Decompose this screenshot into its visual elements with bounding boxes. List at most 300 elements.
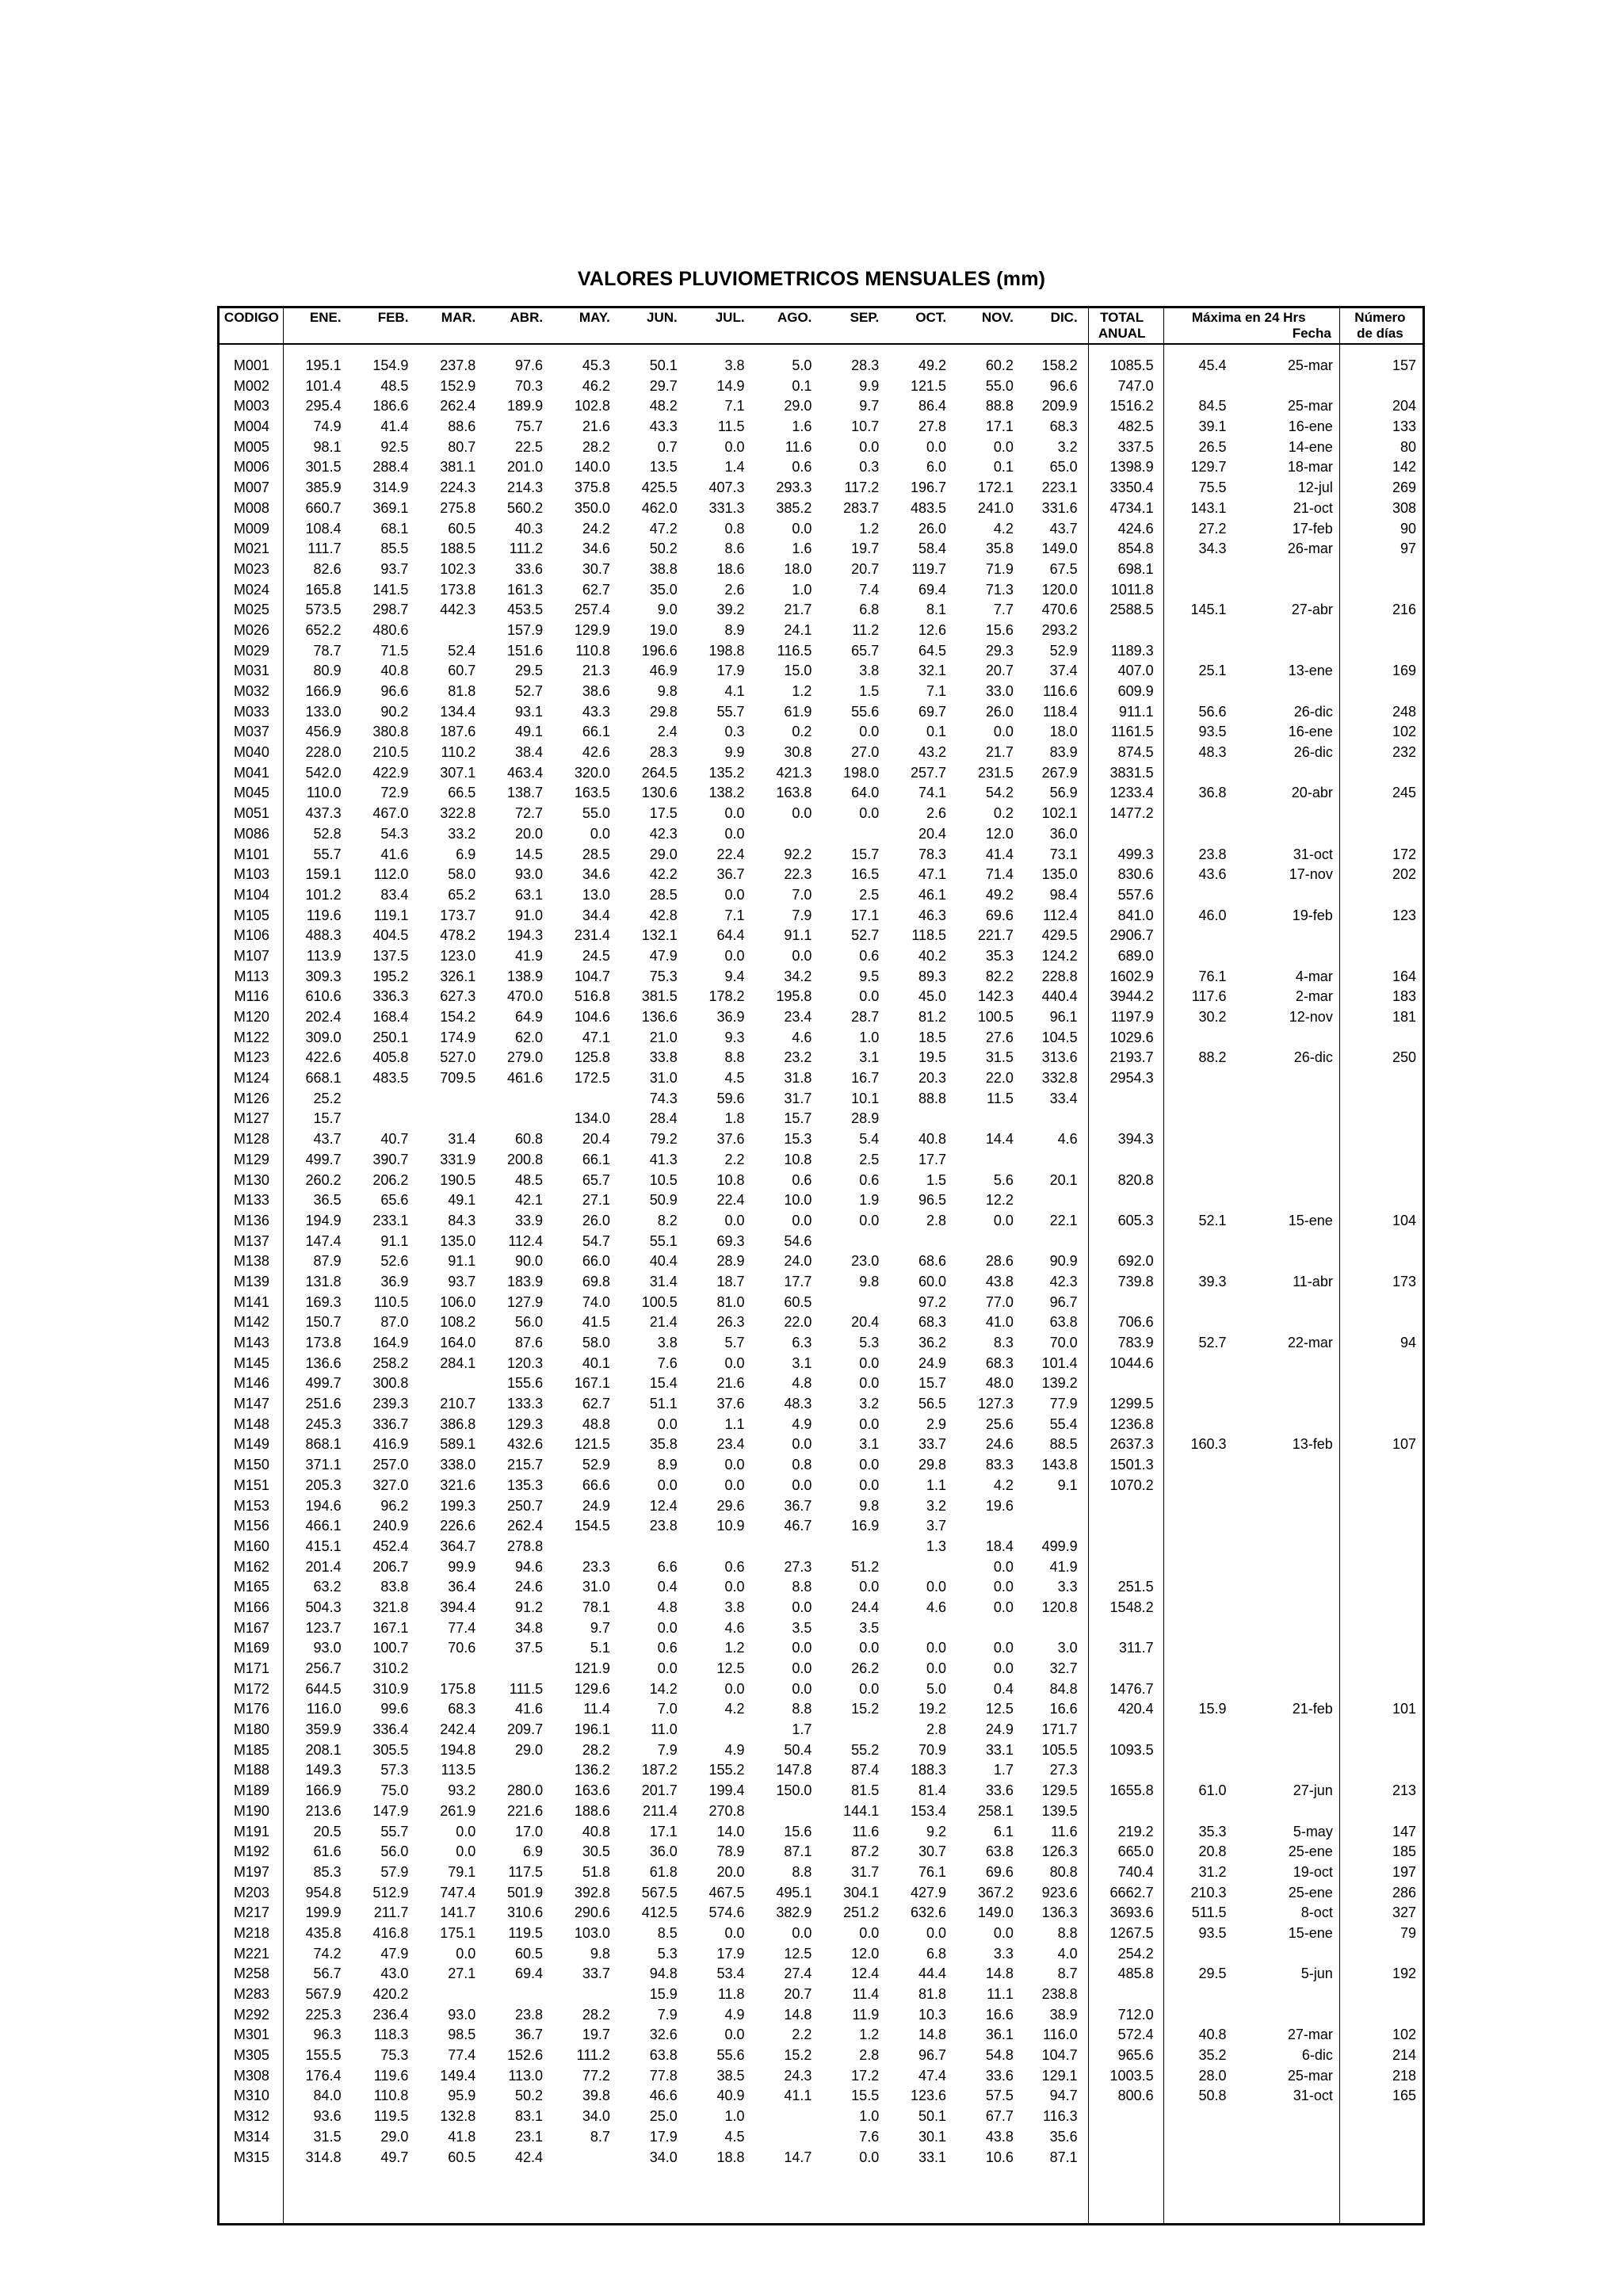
monthly-value: 0.0 xyxy=(456,1823,476,1839)
monthly-value: 221.6 xyxy=(507,1802,544,1819)
table-row xyxy=(220,1720,1423,1740)
max-24h-value xyxy=(1160,682,1233,702)
monthly-value: 196.6 xyxy=(641,642,678,659)
monthly-value: 152.6 xyxy=(507,2047,544,2064)
monthly-value: 119.6 xyxy=(306,907,342,923)
monthly-value: 1.5 xyxy=(859,683,880,699)
monthly-value: 37.5 xyxy=(515,1640,544,1656)
station-code: M160 xyxy=(233,1538,269,1554)
monthly-value: 20.7 xyxy=(985,663,1014,679)
monthly-value: 27.0 xyxy=(851,744,880,761)
monthly-value xyxy=(818,1537,885,1557)
station-code: M029 xyxy=(233,642,269,659)
monthly-value: 56.9 xyxy=(1049,785,1078,801)
monthly-value: 195.8 xyxy=(776,988,812,1005)
monthly-value: 442.3 xyxy=(440,602,476,618)
annual-total: 557.6 xyxy=(1117,886,1154,903)
monthly-value: 6.9 xyxy=(456,846,476,862)
station-code: M217 xyxy=(233,1904,269,1921)
monthly-value: 172.1 xyxy=(977,479,1014,496)
monthly-value: 8.2 xyxy=(657,1212,678,1228)
monthly-value: 0.0 xyxy=(792,1477,812,1493)
max-24h-date: 6-dic xyxy=(1301,2047,1333,2064)
monthly-value: 57.5 xyxy=(985,2088,1014,2104)
monthly-value: 93.2 xyxy=(448,1782,476,1799)
monthly-value: 0.0 xyxy=(724,805,745,822)
monthly-value: 100.5 xyxy=(641,1293,678,1310)
max-24h-value: 35.2 xyxy=(1198,2047,1227,2064)
max-24h-value xyxy=(1160,2148,1233,2168)
monthly-value: 10.8 xyxy=(716,1171,745,1188)
table-row xyxy=(220,1028,1423,1049)
annual-total: 3831.5 xyxy=(1109,764,1154,781)
monthly-value: 251.6 xyxy=(305,1396,342,1412)
station-code: M185 xyxy=(233,1741,269,1758)
monthly-value: 7.6 xyxy=(859,2128,880,2145)
rain-days xyxy=(1338,1476,1423,1496)
monthly-value: 33.2 xyxy=(448,825,476,842)
monthly-value: 81.8 xyxy=(918,1986,947,2002)
monthly-value: 307.1 xyxy=(440,764,476,781)
monthly-value: 11.4 xyxy=(852,1986,880,2002)
monthly-value: 116.0 xyxy=(306,1701,342,1717)
max-24h-date: 16-ene xyxy=(1288,724,1333,740)
monthly-value: 0.6 xyxy=(724,1558,745,1575)
monthly-value: 33.6 xyxy=(985,1782,1014,1799)
table-row xyxy=(220,1883,1423,1904)
monthly-value: 113.5 xyxy=(441,1762,476,1778)
monthly-value: 17.5 xyxy=(649,805,678,822)
max-24h-date xyxy=(1233,1659,1338,1679)
monthly-value: 129.1 xyxy=(1041,2067,1078,2084)
monthly-value: 20.3 xyxy=(918,1070,947,1087)
monthly-value: 132.1 xyxy=(641,927,678,944)
monthly-value: 17.7 xyxy=(784,1273,812,1289)
monthly-value: 102.3 xyxy=(440,560,476,577)
monthly-value: 12.6 xyxy=(918,621,947,638)
max-24h-value xyxy=(1160,1394,1233,1415)
monthly-value: 41.9 xyxy=(515,947,544,964)
monthly-value: 68.6 xyxy=(918,1253,947,1270)
monthly-value: 91.1 xyxy=(380,1232,409,1249)
monthly-value: 50.9 xyxy=(649,1192,678,1209)
monthly-value: 310.6 xyxy=(507,1904,544,1921)
rain-days xyxy=(1338,946,1423,967)
annual-total: 830.6 xyxy=(1117,866,1154,883)
monthly-value: 29.6 xyxy=(716,1497,745,1514)
table-row xyxy=(220,2025,1423,2046)
monthly-value: 57.3 xyxy=(380,1762,409,1778)
rain-days: 204 xyxy=(1392,398,1416,415)
monthly-value: 467.0 xyxy=(372,805,409,822)
station-code: M031 xyxy=(233,663,269,679)
monthly-value: 221.7 xyxy=(977,927,1014,944)
max-24h-value: 88.2 xyxy=(1198,1049,1227,1066)
monthly-value: 660.7 xyxy=(305,499,342,516)
monthly-value: 0.0 xyxy=(724,825,745,842)
monthly-value: 209.9 xyxy=(1041,398,1078,415)
monthly-value: 293.2 xyxy=(1041,621,1078,638)
monthly-value: 5.0 xyxy=(926,1680,947,1697)
monthly-value: 55.6 xyxy=(851,703,880,720)
monthly-value: 49.7 xyxy=(380,2149,409,2165)
monthly-value: 36.5 xyxy=(313,1192,342,1209)
monthly-value: 163.5 xyxy=(574,785,610,801)
monthly-value: 10.1 xyxy=(851,1090,880,1106)
table-row xyxy=(220,478,1423,499)
annual-total: 407.0 xyxy=(1117,663,1154,679)
station-code: M169 xyxy=(233,1640,269,1656)
annual-total: 874.5 xyxy=(1117,744,1154,761)
max-24h-value xyxy=(1160,926,1233,946)
station-code: M203 xyxy=(233,1884,269,1901)
monthly-value: 2.8 xyxy=(926,1721,947,1738)
monthly-value: 78.3 xyxy=(918,846,947,862)
rainfall-table xyxy=(220,308,1423,2168)
monthly-value: 30.7 xyxy=(582,560,610,577)
station-code: M301 xyxy=(233,2027,269,2043)
table-row xyxy=(220,1740,1423,1761)
table-row xyxy=(220,600,1423,621)
table-row xyxy=(220,417,1423,437)
annual-total: 1548.2 xyxy=(1109,1599,1154,1615)
monthly-value: 147.8 xyxy=(776,1762,812,1778)
monthly-value: 61.8 xyxy=(649,1863,678,1880)
monthly-value: 201.4 xyxy=(305,1558,342,1575)
monthly-value: 24.6 xyxy=(515,1579,544,1595)
monthly-value: 61.9 xyxy=(784,703,812,720)
monthly-value: 206.2 xyxy=(372,1171,409,1188)
monthly-value: 92.5 xyxy=(380,438,409,455)
rain-days: 202 xyxy=(1392,866,1416,883)
monthly-value: 20.5 xyxy=(313,1823,342,1839)
rain-days: 183 xyxy=(1392,988,1416,1005)
max-24h-value: 43.6 xyxy=(1198,866,1227,883)
max-24h-date: 25-ene xyxy=(1288,1884,1333,1901)
rain-days xyxy=(1338,682,1423,702)
monthly-value: 8.8 xyxy=(724,1049,745,1066)
max-24h-value: 39.3 xyxy=(1198,1273,1227,1289)
monthly-value: 280.0 xyxy=(507,1782,544,1799)
table-row xyxy=(220,1129,1423,1150)
monthly-value: 6.8 xyxy=(926,1945,947,1962)
monthly-value: 0.4 xyxy=(657,1579,678,1595)
station-code: M153 xyxy=(233,1497,269,1514)
monthly-value: 0.3 xyxy=(859,459,880,476)
monthly-value: 293.3 xyxy=(776,479,812,496)
monthly-value: 9.9 xyxy=(724,744,745,761)
monthly-value: 262.4 xyxy=(440,398,476,415)
station-code: M113 xyxy=(234,968,269,984)
max-24h-date xyxy=(1233,2127,1338,2148)
monthly-value: 110.0 xyxy=(306,785,342,801)
annual-total: 3350.4 xyxy=(1109,479,1154,496)
monthly-value: 69.8 xyxy=(582,1273,610,1289)
station-code: M104 xyxy=(233,886,269,903)
monthly-value: 29.8 xyxy=(649,703,678,720)
monthly-value: 104.7 xyxy=(1041,2047,1078,2064)
max-24h-value: 31.2 xyxy=(1198,1863,1227,1880)
monthly-value: 40.8 xyxy=(918,1131,947,1148)
monthly-value: 154.5 xyxy=(574,1518,610,1534)
monthly-value: 110.5 xyxy=(373,1293,409,1310)
monthly-value: 55.7 xyxy=(313,846,342,862)
monthly-value: 321.8 xyxy=(372,1599,409,1615)
monthly-value: 3.1 xyxy=(859,1049,880,1066)
monthly-value: 3.8 xyxy=(657,1335,678,1350)
max-24h-date xyxy=(1233,1720,1338,1740)
monthly-value: 54.3 xyxy=(380,825,409,842)
monthly-value: 84.3 xyxy=(448,1212,476,1228)
monthly-value: 154.9 xyxy=(372,357,409,373)
monthly-value: 85.3 xyxy=(313,1863,342,1880)
station-code: M026 xyxy=(233,621,269,638)
max-24h-value xyxy=(1160,1760,1233,1781)
monthly-value: 144.1 xyxy=(843,1802,880,1819)
monthly-value: 336.7 xyxy=(372,1415,409,1432)
monthly-value: 29.8 xyxy=(918,1457,947,1473)
monthly-value: 20.7 xyxy=(784,1986,812,2002)
rain-days: 102 xyxy=(1392,2027,1416,2043)
monthly-value: 0.0 xyxy=(859,724,880,740)
monthly-value xyxy=(482,1089,549,1110)
rain-days xyxy=(1338,1129,1423,1150)
monthly-value: 0.2 xyxy=(792,724,812,740)
monthly-value: 64.0 xyxy=(851,785,880,801)
monthly-value: 0.6 xyxy=(859,947,880,964)
monthly-value: 422.9 xyxy=(372,764,409,781)
monthly-value: 85.5 xyxy=(380,541,409,557)
monthly-value: 66.5 xyxy=(448,785,476,801)
monthly-value: 11.5 xyxy=(717,418,745,435)
max-24h-value xyxy=(1160,1150,1233,1171)
monthly-value: 33.1 xyxy=(918,2149,947,2165)
monthly-value: 100.5 xyxy=(977,1009,1014,1025)
max-24h-value: 23.8 xyxy=(1198,846,1227,862)
monthly-value: 111.2 xyxy=(576,2047,610,2064)
monthly-value: 93.0 xyxy=(515,866,544,883)
monthly-value: 11.8 xyxy=(717,1986,745,2002)
max-24h-value: 27.2 xyxy=(1198,520,1227,537)
monthly-value: 47.4 xyxy=(918,2067,947,2084)
table-row xyxy=(220,1354,1423,1374)
monthly-value: 0.1 xyxy=(993,459,1014,476)
max-24h-value xyxy=(1160,1232,1233,1252)
monthly-value: 7.0 xyxy=(657,1701,678,1717)
monthly-value: 11.1 xyxy=(987,1986,1014,2002)
rain-days xyxy=(1338,1740,1423,1761)
monthly-value: 5.6 xyxy=(993,1171,1014,1188)
max-24h-value: 39.1 xyxy=(1198,418,1227,435)
monthly-value: 54.7 xyxy=(582,1232,610,1249)
monthly-value: 15.7 xyxy=(784,1110,812,1127)
monthly-value xyxy=(549,1985,617,2005)
monthly-value: 258.1 xyxy=(977,1802,1014,1819)
monthly-value: 18.0 xyxy=(784,560,812,577)
monthly-value: 196.1 xyxy=(574,1721,610,1738)
rain-days: 104 xyxy=(1392,1212,1416,1228)
monthly-value: 149.3 xyxy=(305,1762,342,1778)
monthly-value: 483.5 xyxy=(911,499,947,516)
max-24h-value xyxy=(1160,1740,1233,1761)
rain-days xyxy=(1338,1638,1423,1659)
monthly-value: 17.7 xyxy=(918,1151,947,1167)
monthly-value: 48.2 xyxy=(649,398,678,415)
monthly-value: 210.7 xyxy=(440,1396,476,1412)
annual-total: 2954.3 xyxy=(1109,1070,1154,1087)
monthly-value: 326.1 xyxy=(440,968,476,984)
monthly-value: 0.0 xyxy=(792,947,812,964)
monthly-value: 76.1 xyxy=(918,1863,947,1880)
monthly-value: 58.0 xyxy=(448,866,476,883)
annual-total: 1233.4 xyxy=(1109,785,1154,801)
monthly-value: 166.9 xyxy=(305,683,342,699)
rain-days xyxy=(1338,376,1423,397)
monthly-value: 152.9 xyxy=(440,377,476,394)
monthly-value: 231.5 xyxy=(977,764,1014,781)
monthly-value: 392.8 xyxy=(574,1884,610,1901)
monthly-value: 2.5 xyxy=(859,886,880,903)
header-row xyxy=(220,308,1423,326)
monthly-value xyxy=(414,621,482,641)
monthly-value: 527.0 xyxy=(440,1049,476,1066)
monthly-value: 22.3 xyxy=(784,866,812,883)
max-24h-value: 210.3 xyxy=(1190,1884,1227,1901)
monthly-value: 176.4 xyxy=(305,2067,342,2084)
monthly-value: 63.8 xyxy=(985,1843,1014,1860)
max-24h-date: 21-feb xyxy=(1292,1701,1333,1717)
monthly-value: 1.0 xyxy=(859,2108,880,2125)
monthly-value: 48.8 xyxy=(582,1415,610,1432)
monthly-value: 0.0 xyxy=(456,1843,476,1860)
monthly-value: 15.2 xyxy=(851,1701,880,1717)
monthly-value: 327.0 xyxy=(372,1477,409,1493)
monthly-value: 241.0 xyxy=(977,499,1014,516)
monthly-value: 68.3 xyxy=(1049,418,1078,435)
monthly-value xyxy=(414,1985,482,2005)
monthly-value: 84.0 xyxy=(313,2088,342,2104)
monthly-value: 93.0 xyxy=(448,2006,476,2023)
rain-days xyxy=(1338,804,1423,824)
station-code: M025 xyxy=(233,602,269,618)
monthly-value: 41.4 xyxy=(380,418,409,435)
monthly-value: 4.9 xyxy=(724,1741,745,1758)
monthly-value: 96.7 xyxy=(918,2047,947,2064)
table-row xyxy=(220,2066,1423,2087)
monthly-value: 9.8 xyxy=(859,1273,880,1289)
max-24h-date: 2-mar xyxy=(1295,988,1333,1005)
max-24h-value: 15.9 xyxy=(1198,1701,1227,1717)
annual-total: 482.5 xyxy=(1117,418,1154,435)
monthly-value: 480.6 xyxy=(372,621,409,638)
annual-total: 689.0 xyxy=(1117,947,1154,964)
monthly-value: 369.1 xyxy=(372,499,409,516)
table-row xyxy=(220,560,1423,580)
table-row xyxy=(220,1293,1423,1313)
monthly-value: 9.9 xyxy=(859,377,880,394)
monthly-value: 4.8 xyxy=(657,1599,678,1615)
monthly-value: 1.3 xyxy=(926,1538,947,1554)
monthly-value: 80.8 xyxy=(1049,1863,1078,1880)
monthly-value: 4.6 xyxy=(926,1599,947,1615)
monthly-value: 88.6 xyxy=(448,418,476,435)
max-24h-value xyxy=(1160,1354,1233,1374)
rain-days xyxy=(1338,1373,1423,1394)
monthly-value: 41.3 xyxy=(649,1151,678,1167)
monthly-value: 198.0 xyxy=(843,764,880,781)
station-code: M305 xyxy=(233,2047,269,2064)
monthly-value: 60.5 xyxy=(515,1945,544,1962)
monthly-value: 47.1 xyxy=(582,1029,610,1045)
monthly-value: 61.6 xyxy=(313,1843,342,1860)
max-24h-date: 25-mar xyxy=(1287,357,1333,373)
monthly-value: 69.7 xyxy=(918,703,947,720)
monthly-value: 97.6 xyxy=(515,357,544,373)
monthly-value: 38.4 xyxy=(515,744,544,761)
monthly-value: 201.7 xyxy=(641,1782,678,1799)
max-24h-value: 45.4 xyxy=(1198,357,1227,373)
table-row xyxy=(220,1232,1423,1252)
monthly-value: 28.9 xyxy=(851,1110,880,1127)
annual-total: 820.8 xyxy=(1117,1171,1154,1188)
max-24h-date xyxy=(1233,641,1338,662)
max-24h-value: 56.6 xyxy=(1198,703,1227,720)
monthly-value: 421.3 xyxy=(776,764,812,781)
rain-days xyxy=(1338,1455,1423,1476)
monthly-value: 33.0 xyxy=(985,683,1014,699)
monthly-value: 225.3 xyxy=(305,2006,342,2023)
monthly-value: 338.0 xyxy=(440,1457,476,1473)
monthly-value: 43.7 xyxy=(1049,520,1078,537)
rain-days: 157 xyxy=(1392,357,1416,373)
monthly-value: 40.4 xyxy=(649,1253,678,1270)
max-24h-date: 15-ene xyxy=(1288,1924,1333,1941)
monthly-value: 88.5 xyxy=(1049,1436,1078,1453)
station-code: M147 xyxy=(233,1396,269,1412)
monthly-value: 0.0 xyxy=(993,1924,1014,1941)
max-24h-date: 31-oct xyxy=(1293,846,1333,862)
monthly-value: 0.0 xyxy=(724,1477,745,1493)
monthly-value: 34.6 xyxy=(582,866,610,883)
monthly-value: 189.9 xyxy=(507,398,544,415)
monthly-value: 36.1 xyxy=(985,2027,1014,2043)
monthly-value: 7.0 xyxy=(792,886,812,903)
monthly-value: 19.5 xyxy=(918,1049,947,1066)
monthly-value: 52.7 xyxy=(515,683,544,699)
rain-days: 164 xyxy=(1392,968,1416,984)
max-24h-value xyxy=(1160,1415,1233,1435)
monthly-value: 314.9 xyxy=(372,479,409,496)
monthly-value: 42.1 xyxy=(515,1192,544,1209)
station-code: M040 xyxy=(233,744,269,761)
monthly-value: 2.5 xyxy=(859,1151,880,1167)
monthly-value: 1.8 xyxy=(724,1110,745,1127)
monthly-value: 0.0 xyxy=(993,1558,1014,1575)
table-row xyxy=(220,1557,1423,1578)
monthly-value: 110.8 xyxy=(373,2088,409,2104)
annual-total xyxy=(1084,1232,1160,1252)
table-row xyxy=(220,580,1423,601)
monthly-value: 93.6 xyxy=(313,2108,342,2125)
monthly-value xyxy=(818,1232,885,1252)
monthly-value: 28.5 xyxy=(649,886,678,903)
monthly-value: 0.0 xyxy=(724,438,745,455)
monthly-value: 0.0 xyxy=(724,1579,745,1595)
monthly-value: 3.8 xyxy=(859,663,880,679)
max-24h-date: 15-ene xyxy=(1288,1212,1333,1228)
monthly-value: 28.9 xyxy=(716,1253,745,1270)
max-24h-date xyxy=(1233,1150,1338,1171)
